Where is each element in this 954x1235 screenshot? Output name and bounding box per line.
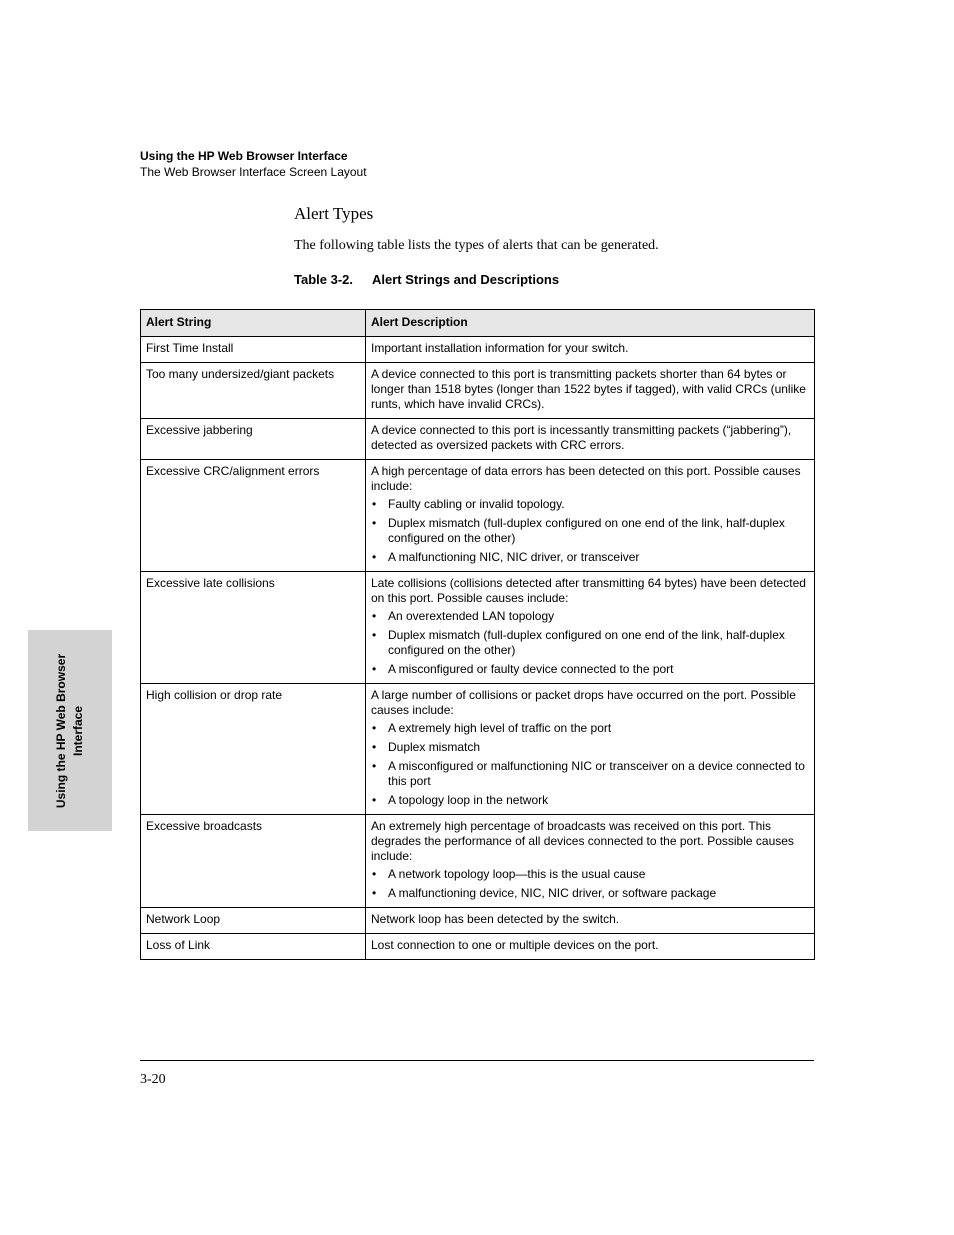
alert-description-cell (366, 908, 815, 934)
cause-list-item: • A extremely high level of traffic on the port (371, 721, 809, 736)
cause-list-item: • A topology loop in the network (371, 793, 809, 808)
footer-rule (140, 1060, 814, 1061)
alert-description-cell (366, 363, 815, 419)
table-caption-title: Alert Strings and Descriptions (372, 272, 560, 287)
alert-string-cell: Too many undersized/giant packets (141, 363, 366, 419)
table-row (141, 572, 815, 684)
alert-description-text: Network loop has been detected by the switch. (371, 912, 620, 926)
running-head-section: The Web Browser Interface Screen Layout (140, 165, 367, 179)
alert-string-cell: Excessive broadcasts (141, 815, 366, 908)
alert-description-text: A device connected to this port is transmitting packets shorter than 64 bytes or longer than 1518 bytes (longer than 1522 bytes if tagged), with valid CRCs (unlike runts, which have invalid CRCs). (371, 367, 806, 411)
cause-list (371, 721, 809, 808)
side-tab-line-1: Using the HP Web Browser (54, 653, 68, 808)
side-tab-line-2: Interface (71, 705, 85, 756)
cause-list (371, 609, 809, 677)
alert-description-cell (366, 337, 815, 363)
alert-string-cell: Loss of Link (141, 934, 366, 960)
table-header-row (141, 310, 815, 337)
cause-list-item: • Faulty cabling or invalid topology. (371, 497, 809, 512)
table-row (141, 815, 815, 908)
table-row (141, 363, 815, 419)
side-tab (28, 630, 112, 831)
table-body (141, 337, 815, 960)
cause-list-item: • Duplex mismatch (371, 740, 809, 755)
alert-description-text: Lost connection to one or multiple devices on the port. (371, 938, 659, 952)
alert-description-text: Late collisions (collisions detected after transmitting 64 bytes) have been detected on this port. Possible causes include: (371, 576, 806, 605)
cause-list-item: • Duplex mismatch (full-duplex configured on one end of the link, half-duplex configured on the other) (371, 628, 809, 658)
alert-description-cell (366, 460, 815, 572)
table-caption (294, 272, 559, 287)
intro-paragraph: The following table lists the types of alerts that can be generated. (294, 238, 659, 253)
alert-description-cell (366, 934, 815, 960)
table-row (141, 908, 815, 934)
cause-list-item: • A malfunctioning NIC, NIC driver, or transceiver (371, 550, 809, 565)
section-title: Alert Types (294, 204, 374, 223)
alert-string-cell: Network Loop (141, 908, 366, 934)
table-row (141, 684, 815, 815)
alert-description-cell (366, 815, 815, 908)
alert-description-cell (366, 572, 815, 684)
alert-description-text: A large number of collisions or packet drops have occurred on the port. Possible causes include: (371, 688, 796, 717)
cause-list (371, 867, 809, 901)
alert-string-cell: Excessive jabbering (141, 419, 366, 460)
running-head-chapter: Using the HP Web Browser Interface (140, 149, 348, 163)
alert-description-text: An extremely high percentage of broadcasts was received on this port. This degrades the performance of all devices connected to the port. Possible causes include: (371, 819, 794, 863)
table-row (141, 419, 815, 460)
table-row (141, 460, 815, 572)
alert-description-cell (366, 419, 815, 460)
cause-list-item: • A misconfigured or faulty device connected to the port (371, 662, 809, 677)
cause-list-item: • Duplex mismatch (full-duplex configured on one end of the link, half-duplex configured on the other) (371, 516, 809, 546)
alert-description-text: A high percentage of data errors has been detected on this port. Possible causes include: (371, 464, 801, 493)
page-number: 3-20 (140, 1072, 166, 1087)
alert-string-cell: High collision or drop rate (141, 684, 366, 815)
table-row (141, 934, 815, 960)
cause-list-item: • A network topology loop—this is the usual cause (371, 867, 809, 882)
alert-description-cell (366, 684, 815, 815)
table-row (141, 337, 815, 363)
cause-list-item: • A malfunctioning device, NIC, NIC driver, or software package (371, 886, 809, 901)
cause-list-item: • A misconfigured or malfunctioning NIC or transceiver on a device connected to this port (371, 759, 809, 789)
alert-types-table (140, 309, 815, 960)
alert-string-cell: Excessive CRC/alignment errors (141, 460, 366, 572)
table-caption-number: Table 3-2. (294, 272, 354, 287)
alert-description-text: Important installation information for your switch. (371, 341, 629, 355)
column-header-alert-string: Alert String (141, 310, 366, 337)
cause-list (371, 497, 809, 565)
column-header-alert-description: Alert Description (366, 310, 815, 337)
cause-list-item: • An overextended LAN topology (371, 609, 809, 624)
running-head (140, 148, 367, 180)
alert-string-cell: Excessive late collisions (141, 572, 366, 684)
alert-string-cell: First Time Install (141, 337, 366, 363)
side-tab-label (53, 630, 87, 831)
alert-description-text: A device connected to this port is incessantly transmitting packets (“jabbering”), detected as oversized packets with CRC errors. (371, 423, 792, 452)
